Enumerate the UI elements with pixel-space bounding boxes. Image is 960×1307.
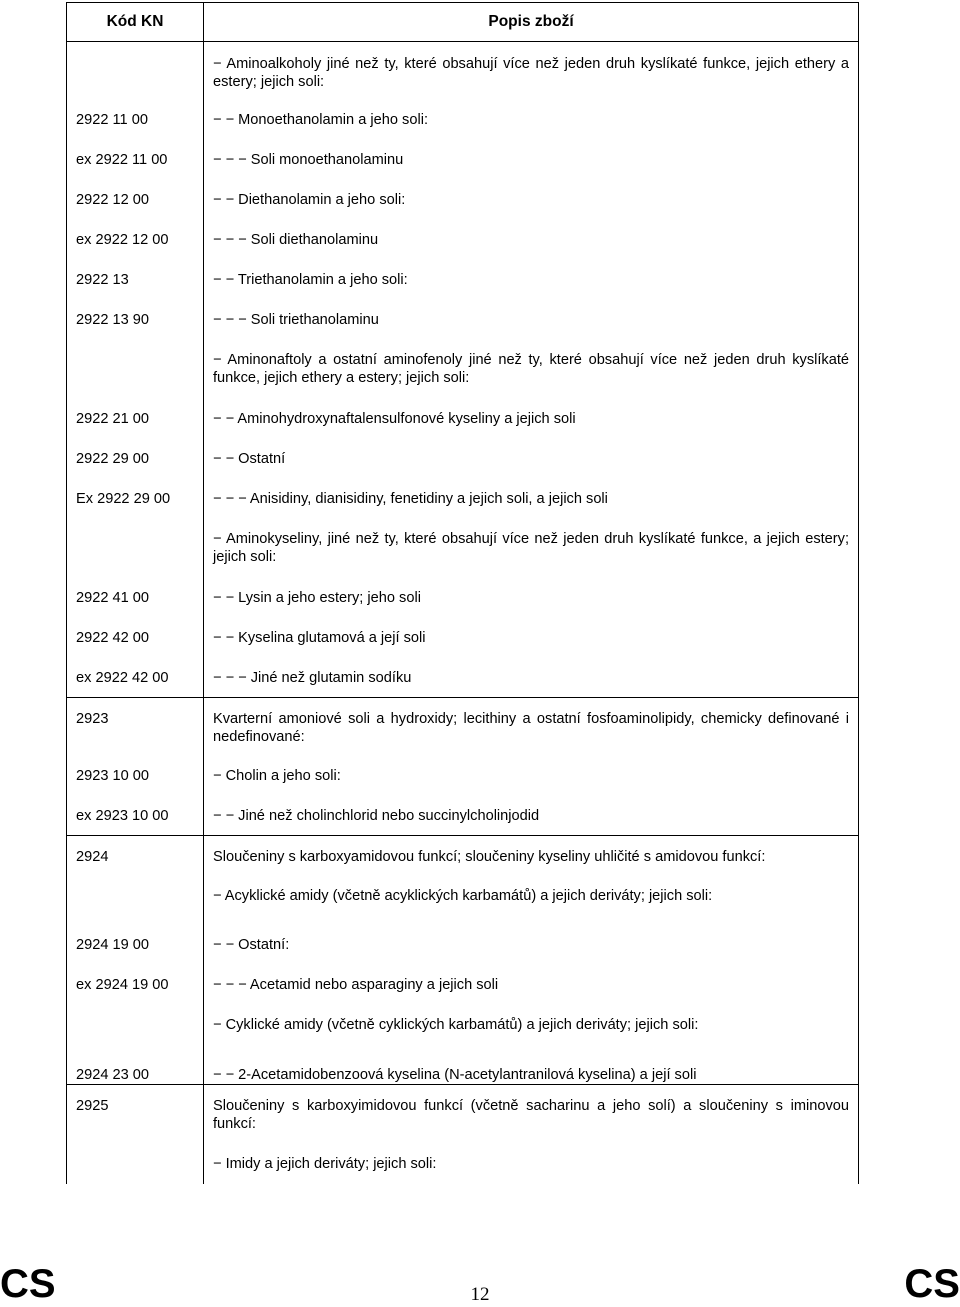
kn-code-cell: Ex 2922 29 00 — [67, 479, 204, 519]
description-cell: − − − Jiné než glutamin sodíku — [204, 658, 859, 698]
table-row — [67, 399, 859, 439]
table-row — [67, 1005, 859, 1055]
description-cell: Sloučeniny s karboxyimidovou funkcí (včetně sacharinu a jeho solí) a sloučeniny s iminovou funkcí: — [204, 1085, 859, 1144]
kn-code-cell: ex 2923 10 00 — [67, 796, 204, 836]
header-code: Kód KN — [67, 3, 204, 42]
description-cell: − Imidy a jejich deriváty; jejich soli: — [204, 1144, 859, 1184]
kn-code-cell: 2923 10 00 — [67, 756, 204, 796]
table-row — [67, 260, 859, 300]
kn-code-cell: 2924 — [67, 836, 204, 876]
kn-code-cell: 2924 19 00 — [67, 925, 204, 965]
table-body — [67, 42, 859, 1184]
description-cell: − Cholin a jeho soli: — [204, 756, 859, 796]
description-cell: − − Triethanolamin a jeho soli: — [204, 260, 859, 300]
page-number: 12 — [470, 1284, 490, 1305]
table-row — [67, 618, 859, 658]
kn-code-cell — [67, 519, 204, 578]
description-cell: − Aminokyseliny, jiné než ty, které obsahují více než jeden druh kyslíkaté funkce, a jejich estery; jejich soli: — [204, 519, 859, 578]
table-row — [67, 340, 859, 399]
table-row — [67, 796, 859, 836]
description-cell: − − Kyselina glutamová a její soli — [204, 618, 859, 658]
description-cell: − Aminonaftoly a ostatní aminofenoly jiné než ty, které obsahují více než jeden druh kyslíkaté funkce, jejich ethery a estery; jejich soli: — [204, 340, 859, 399]
kn-code-cell: 2922 29 00 — [67, 439, 204, 479]
kn-code-cell — [67, 1005, 204, 1055]
table-row — [67, 1085, 859, 1144]
description-cell: − − Monoethanolamin a jeho soli: — [204, 100, 859, 140]
description-cell: − Aminoalkoholy jiné než ty, které obsahují více než jeden druh kyslíkaté funkce, jejich ethery a estery; jejich soli: — [204, 42, 859, 100]
table-row — [67, 479, 859, 519]
kn-code-cell: 2922 21 00 — [67, 399, 204, 439]
kn-code-cell — [67, 876, 204, 925]
table-row — [67, 140, 859, 180]
description-cell: Kvarterní amoniové soli a hydroxidy; lecithiny a ostatní fosfoaminolipidy, chemicky definované i nedefinované: — [204, 698, 859, 756]
description-cell: − − − Soli triethanolaminu — [204, 300, 859, 340]
footer-lang-right: CS — [904, 1262, 960, 1306]
kn-code-cell: 2922 11 00 — [67, 100, 204, 140]
kn-code-cell: 2922 13 90 — [67, 300, 204, 340]
header-description: Popis zboží — [204, 3, 859, 42]
description-cell: − − − Soli monoethanolaminu — [204, 140, 859, 180]
kn-code-cell: ex 2922 11 00 — [67, 140, 204, 180]
description-cell: − − − Acetamid nebo asparaginy a jejich soli — [204, 965, 859, 1005]
table-row — [67, 439, 859, 479]
description-cell: − − Ostatní: — [204, 925, 859, 965]
kn-code-cell — [67, 42, 204, 100]
kn-code-cell: 2922 12 00 — [67, 180, 204, 220]
kn-code-cell: 2922 13 — [67, 260, 204, 300]
description-cell: − − − Anisidiny, dianisidiny, fenetidiny a jejich soli, a jejich soli — [204, 479, 859, 519]
kn-code-cell: 2923 — [67, 698, 204, 756]
table-row — [67, 876, 859, 925]
description-cell: Sloučeniny s karboxyamidovou funkcí; sloučeniny kyseliny uhličité s amidovou funkcí: — [204, 836, 859, 876]
description-cell: − − Aminohydroxynaftalensulfonové kyseliny a jejich soli — [204, 399, 859, 439]
kn-code-cell: ex 2922 42 00 — [67, 658, 204, 698]
table-row — [67, 836, 859, 876]
table-row — [67, 519, 859, 578]
table-row — [67, 658, 859, 698]
table-row — [67, 300, 859, 340]
table-row — [67, 180, 859, 220]
description-cell: − − Diethanolamin a jeho soli: — [204, 180, 859, 220]
description-cell: − Acyklické amidy (včetně acyklických karbamátů) a jejich deriváty; jejich soli: — [204, 876, 859, 925]
description-cell: − − Ostatní — [204, 439, 859, 479]
description-cell: − Cyklické amidy (včetně cyklických karbamátů) a jejich deriváty; jejich soli: — [204, 1005, 859, 1055]
table-row — [67, 1055, 859, 1085]
table-row — [67, 925, 859, 965]
table-row — [67, 100, 859, 140]
kn-code-cell: 2925 — [67, 1085, 204, 1144]
description-cell: − − − Soli diethanolaminu — [204, 220, 859, 260]
description-cell: − − Jiné než cholinchlorid nebo succinylcholinjodid — [204, 796, 859, 836]
footer-lang-left: CS — [0, 1262, 56, 1306]
table-row — [67, 220, 859, 260]
table-row — [67, 756, 859, 796]
table-row — [67, 698, 859, 756]
kn-code-cell — [67, 1144, 204, 1184]
table-row — [67, 42, 859, 100]
kn-code-cell — [67, 340, 204, 399]
kn-code-cell: ex 2924 19 00 — [67, 965, 204, 1005]
table-row — [67, 965, 859, 1005]
description-cell: − − Lysin a jeho estery; jeho soli — [204, 578, 859, 618]
table-header-row — [67, 3, 859, 42]
kn-code-cell: 2924 23 00 — [67, 1055, 204, 1085]
kn-code-cell: ex 2922 12 00 — [67, 220, 204, 260]
description-cell: − − 2-Acetamidobenzoová kyselina (N-acetylantranilová kyselina) a její soli — [204, 1055, 859, 1085]
table-row — [67, 578, 859, 618]
kn-code-cell: 2922 41 00 — [67, 578, 204, 618]
tariff-table — [66, 2, 859, 1184]
table-row — [67, 1144, 859, 1184]
kn-code-cell: 2922 42 00 — [67, 618, 204, 658]
